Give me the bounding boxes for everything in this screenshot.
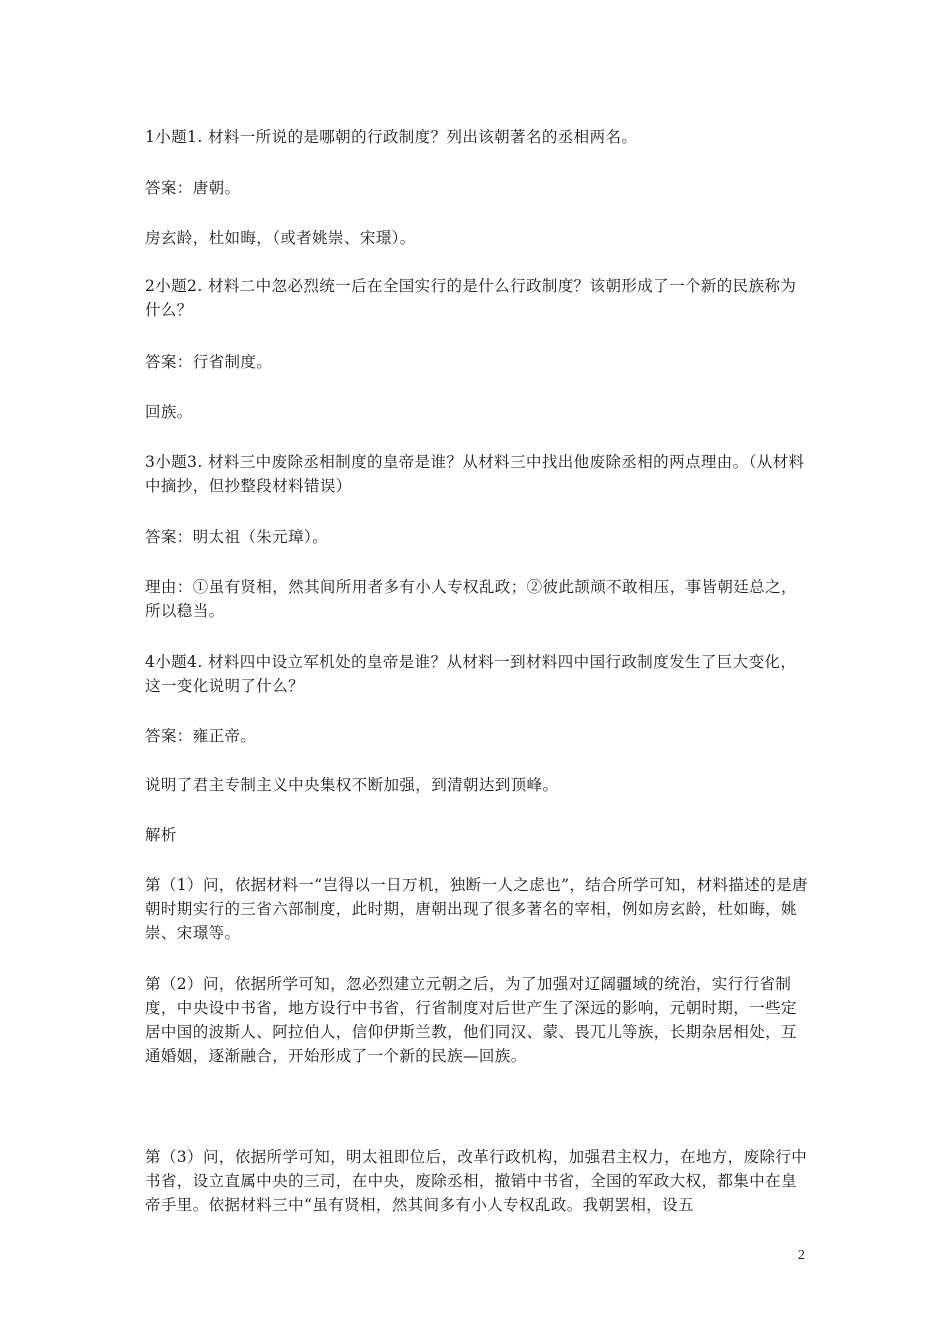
question-2-extra: 回族。 bbox=[145, 403, 193, 421]
question-3-extra: 理由：①虽有贤相，然其间所用者多有小人专权乱政；②彼此颉颃不敢相压，事皆朝廷总之，所以稳当。 bbox=[145, 578, 797, 620]
analysis-paragraph-2: 第（2）问，依据所学可知，忽必烈建立元朝之后，为了加强对辽阔疆域的统治，实行行省制度，中央设中书省，地方设行中书省，行省制度对后世产生了深远的影响，元朝时期，一些定居中国的波斯人、阿拉伯人，信仰伊斯兰教，他们同汉、蒙、畏兀儿等族，长期杂居相处，互通婚姻，逐渐融合，开始形成了一个新的民族—回族。 bbox=[145, 975, 797, 1065]
analysis-heading: 解析 bbox=[145, 826, 177, 844]
question-1-answer: 答案：唐朝。 bbox=[145, 179, 241, 197]
analysis-paragraph-1: 第（1）问，依据材料一“岂得以一日万机，独断一人之虑也”，结合所学可知，材料描述的是唐朝时期实行的三省六部制度，此时期，唐朝出现了很多著名的宰相，例如房玄龄，杜如晦，姚崇、宋璟等。 bbox=[145, 876, 808, 942]
page-number: 2 bbox=[798, 1248, 805, 1263]
question-3-answer: 答案：明太祖（朱元璋）。 bbox=[145, 528, 329, 546]
question-1-prompt: 1小题1. 材料一所说的是哪朝的行政制度？列出该朝著名的丞相两名。 bbox=[145, 128, 638, 146]
question-2-prompt: 2小题2. 材料二中忽必烈统一后在全国实行的是什么行政制度？该朝形成了一个新的民族称为什么？ bbox=[145, 277, 797, 319]
question-3-prompt: 3小题3. 材料三中废除丞相制度的皇帝是谁？从材料三中找出他废除丞相的两点理由。（从材料中摘抄，但抄整段材料错误） bbox=[145, 453, 805, 495]
question-1-extra: 房玄龄，杜如晦，（或者姚崇、宋璟）。 bbox=[145, 229, 416, 247]
question-4-prompt: 4小题4. 材料四中设立军机处的皇帝是谁？从材料一到材料四中国行政制度发生了巨大变化，这一变化说明了什么？ bbox=[145, 653, 797, 695]
question-4-answer: 答案：雍正帝。 bbox=[145, 727, 257, 745]
question-2-answer: 答案：行省制度。 bbox=[145, 353, 273, 371]
analysis-paragraph-3: 第（3）问，依据所学可知，明太祖即位后，改革行政机构，加强君主权力，在地方，废除行中书省，设立直属中央的三司，在中央，废除丞相，撤销中书省，全国的军政大权，都集中在皇帝手里。依据材料三中“虽有贤相，然其间多有小人专权乱政。我朝罢相，设五 bbox=[145, 1148, 808, 1214]
question-4-extra: 说明了君主专制主义中央集权不断加强，到清朝达到顶峰。 bbox=[145, 776, 559, 794]
